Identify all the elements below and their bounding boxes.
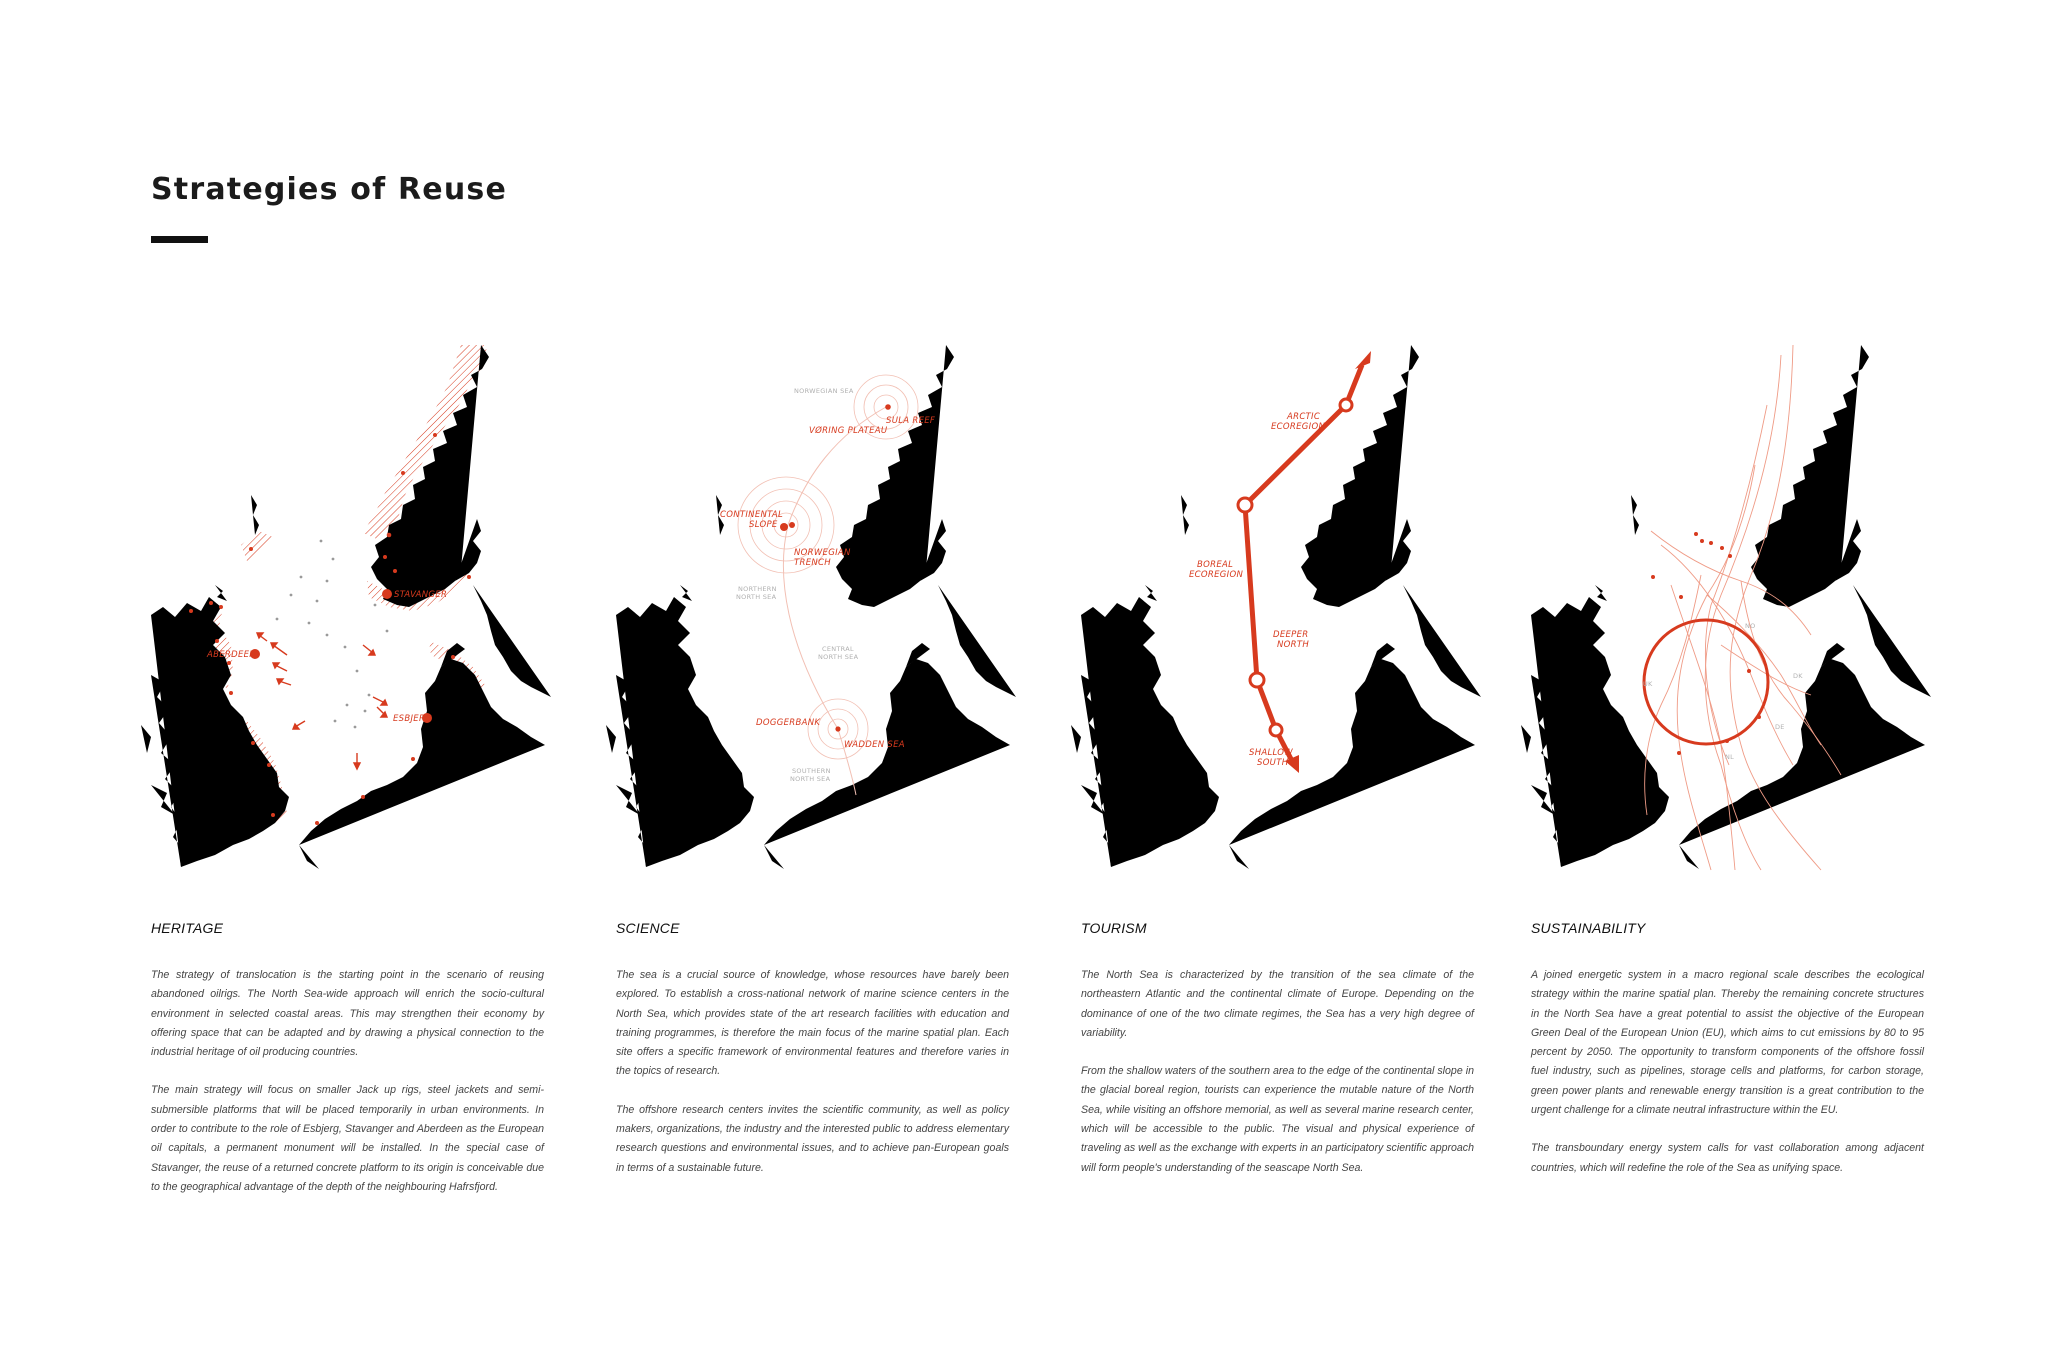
- boreal-stop: [1238, 498, 1252, 512]
- label-southern-north-sea-2: NORTH SEA: [790, 775, 831, 783]
- label-stavanger: STAVANGER: [394, 590, 448, 600]
- section-paragraph: The main strategy will focus on smaller Jack up rigs, steel jackets and semi-submersible platforms that will be placed temporarily in urban environments. In order to contribute to the role of Esbjerg, Stavanger and Aberdeen as the European oil capitals, a permanent monument will be installed. In the special case of Stavanger, the reuse of a returned concrete platform to its origin is conceivable due to the geographical advantage of the depth of the neighbouring Hafrsfjord.: [151, 1084, 544, 1193]
- section-heading: SUSTAINABILITY: [1531, 920, 1646, 936]
- page-title: Strategies of Reuse: [151, 172, 507, 207]
- doggerbank-marker: [835, 726, 840, 731]
- section-heading: SCIENCE: [616, 920, 680, 936]
- continental-slope-marker: [780, 523, 788, 531]
- label-norwegian-sea: NORWEGIAN SEA: [794, 387, 854, 395]
- continental-slope-marker-2: [789, 522, 795, 528]
- section-paragraph: A joined energetic system in a macro regional scale describes the ecological strategy within the marine spatial plan. Thereby the remaining concrete structures in the North Sea have a great potential to assist the objective of the European Green Deal of the European Union (EU), which aims to cut emissions by 80 to 95 percent by 2050. The opportunity to transform components of the offshore fossil fuel industry, such as pipelines, storage cells and platforms, for carbon storage, green power plants and renewable energy transition is a great contribution to the urgent challenge for a climate neutral infrastructure within the EU.: [1531, 969, 1924, 1117]
- label-continental-slope-2: SLOPE: [749, 520, 778, 530]
- label-boreal-2: ECOREGION: [1189, 570, 1244, 580]
- section-paragraph: The strategy of translocation is the starting point in the scenario of reusing abandoned oilrigs. The North Sea-wide approach will enrich the socio-cultural environment in selected coastal areas. This may strengthen their economy by offering space that can be adapted and by drawing a physical connection to the industrial heritage of oil producing countries.: [151, 969, 544, 1059]
- label-esbjerg: ESBJERG: [393, 714, 433, 724]
- science-section: [616, 920, 1009, 1197]
- label-shallow-1: SHALLOW: [1249, 748, 1294, 758]
- label-continental-slope-1: CONTINENTAL: [720, 510, 784, 520]
- pipeline-network: [1645, 345, 1841, 870]
- heritage-arrows: [257, 633, 387, 769]
- label-boreal-1: BOREAL: [1197, 560, 1234, 570]
- section-heading: TOURISM: [1081, 920, 1147, 936]
- sustainability-section: [1531, 920, 1924, 1197]
- label-northern-north-sea-1: NORTHERN: [738, 585, 777, 593]
- label-deeper-2: NORTH: [1277, 640, 1310, 650]
- label-wadden-sea: WADDEN SEA: [844, 740, 905, 750]
- section-heading: HERITAGE: [151, 920, 224, 936]
- title-underline: [151, 236, 208, 243]
- label-no: NO: [1745, 622, 1756, 630]
- section-paragraph: The transboundary energy system calls for vast collaboration among adjacent countries, which will redefine the role of the Sea as unifying space.: [1531, 1142, 1924, 1174]
- label-southern-north-sea-1: SOUTHERN: [792, 767, 831, 775]
- heritage-map: [151, 345, 551, 870]
- label-doggerbank: DOGGERBANK: [756, 718, 821, 728]
- section-paragraph: The offshore research centers invites the scientific community, as well as policy makers, organizations, the industry and the interested public to address elementary research questions and environmental issues, and to achieve pan-European goals in terms of a sustainable future.: [616, 1103, 1009, 1174]
- label-sula-reef: SULA REEF: [886, 416, 936, 426]
- sula-reef-marker: [885, 404, 891, 410]
- label-central-north-sea-2: NORTH SEA: [818, 653, 859, 661]
- label-nl: NL: [1725, 753, 1735, 761]
- arctic-stop: [1340, 399, 1352, 411]
- label-aberdeen: ABERDEEN: [207, 650, 256, 660]
- label-dk: DK: [1793, 672, 1803, 680]
- label-voring-plateau: VØRING PLATEAU: [809, 426, 888, 436]
- shallow-south-stop: [1270, 724, 1282, 736]
- tourism-section: [1081, 920, 1474, 1197]
- stavanger-marker: [382, 589, 392, 599]
- label-norwegian-trench-1: NORWEGIAN: [794, 548, 851, 558]
- section-paragraph: The sea is a crucial source of knowledge, whose resources have barely been explored. To establish a cross-national network of marine science centers in the North Sea, which provides state of the art research facilities with education and training programmes, is therefore the main focus of the marine spatial plan. Each site offers a specific framework of environmental features and therefore varies in the topics of research.: [616, 969, 1009, 1078]
- tourism-map: [1081, 345, 1481, 870]
- label-arctic-1: ARCTIC: [1287, 412, 1321, 422]
- label-deeper-1: DEEPER: [1273, 630, 1309, 640]
- heritage-section: [151, 920, 544, 1216]
- label-shallow-2: SOUTH: [1257, 758, 1289, 768]
- label-uk: UK: [1643, 680, 1653, 688]
- label-central-north-sea-1: CENTRAL: [822, 645, 854, 653]
- science-map: [616, 345, 1016, 870]
- deeper-north-stop: [1250, 673, 1264, 687]
- section-paragraph: The North Sea is characterized by the transition of the sea climate of the northeastern Atlantic and the continental climate of Europe. Depending on the dominance of one of the two climate regimes, the Sea has a very high degree of variability.: [1081, 969, 1474, 1039]
- section-paragraph: From the shallow waters of the southern area to the edge of the continental slope in the glacial boreal region, tourists can experience the mutable nature of the North Sea, while visiting an offshore memorial, as well as several marine research center, which will be accessible to the public. The visual and physical experience of traveling as well as the exchange with experts in an participatory scientific approach will form people's understanding of the seascape North Sea.: [1081, 1065, 1474, 1174]
- tourism-route-north: [1245, 365, 1362, 505]
- label-norwegian-trench-2: TRENCH: [794, 558, 831, 568]
- label-arctic-2: ECOREGION: [1271, 422, 1326, 432]
- label-northern-north-sea-2: NORTH SEA: [736, 593, 777, 601]
- label-de: DE: [1775, 723, 1785, 731]
- sustainability-map: [1531, 345, 1931, 870]
